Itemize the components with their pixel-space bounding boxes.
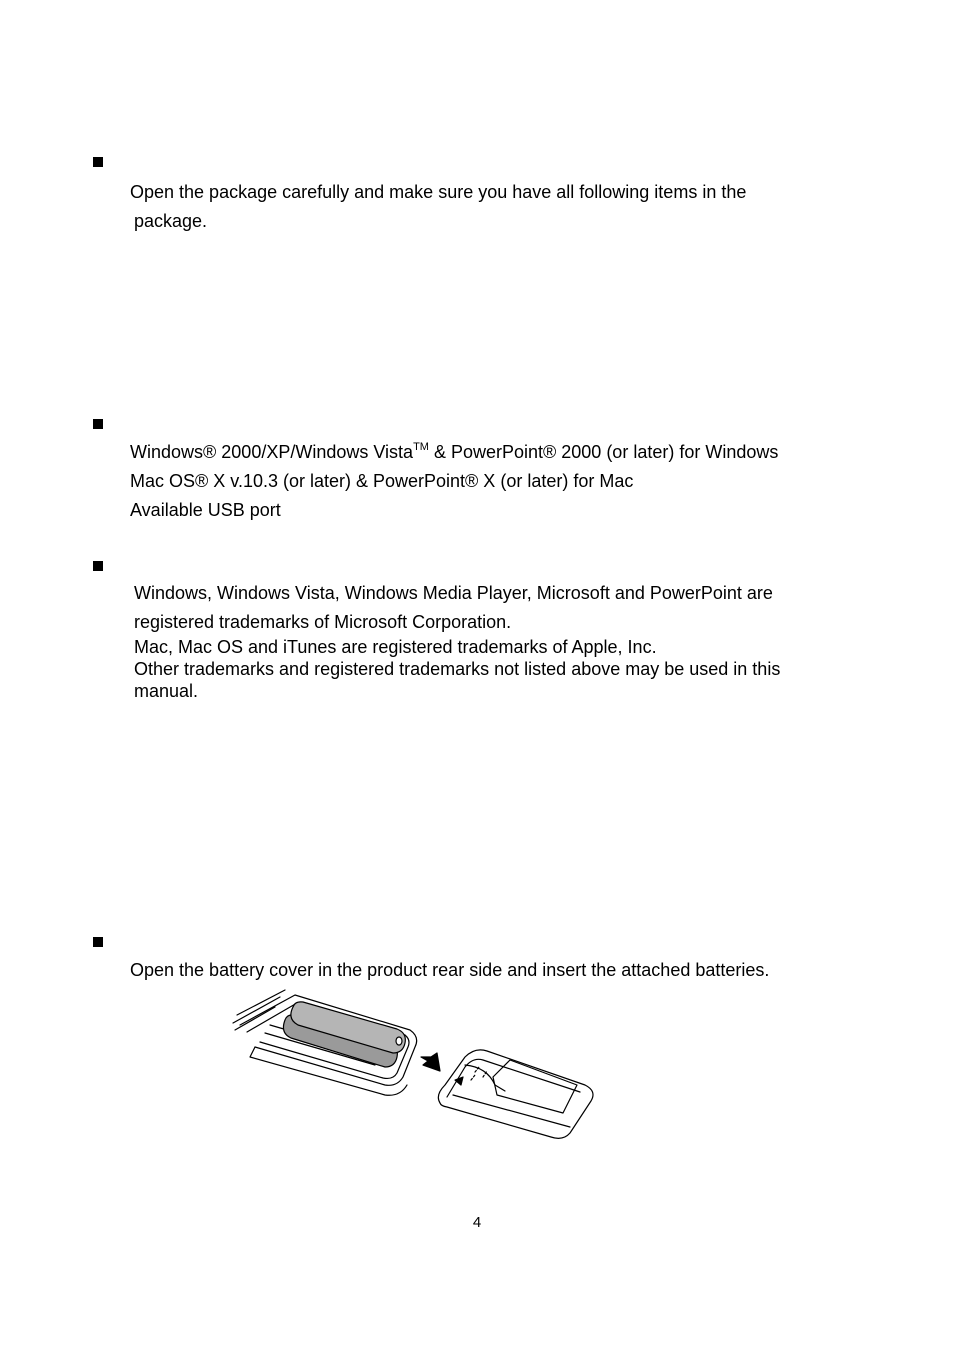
package-text-line1: Open the package carefully and make sure you have all following items in the <box>130 182 747 202</box>
trademark-line1: Windows, Windows Vista, Windows Media Player, Microsoft and PowerPoint are <box>134 583 773 603</box>
section-bullet-trademarks <box>93 561 103 571</box>
battery-installation-illustration <box>225 985 605 1150</box>
battery-cells-drawing <box>283 1002 405 1067</box>
insert-arrow-icon <box>421 1053 440 1071</box>
section-bullet-battery <box>93 937 103 947</box>
trademark-superscript: TM <box>413 441 429 453</box>
battery-cover-drawing <box>438 1050 593 1138</box>
trademark-line2: registered trademarks of Microsoft Corporation. <box>134 612 512 632</box>
trademark-line3: Mac, Mac OS and iTunes are registered trademarks of Apple, Inc. <box>134 637 657 657</box>
requirement-usb: Available USB port <box>130 500 281 520</box>
trademark-line5: manual. <box>134 681 199 701</box>
requirement-windows <box>130 441 778 466</box>
trademark-line4: Other trademarks and registered trademarks not listed above may be used in this <box>134 659 781 679</box>
section-bullet-requirements <box>93 419 103 429</box>
requirement-windows-post: & PowerPoint® 2000 (or later) for Windows <box>428 442 779 462</box>
package-text-line2: package. <box>134 211 208 231</box>
requirement-mac: Mac OS® X v.10.3 (or later) & PowerPoint® X (or later) for Mac <box>130 471 634 491</box>
section-bullet-package <box>93 157 103 167</box>
requirement-windows-pre: Windows® 2000/XP/Windows Vista <box>130 442 414 462</box>
page-number: 4 <box>472 1214 482 1231</box>
battery-text-line1: Open the battery cover in the product rear side and insert the attached batteries. <box>130 960 770 980</box>
